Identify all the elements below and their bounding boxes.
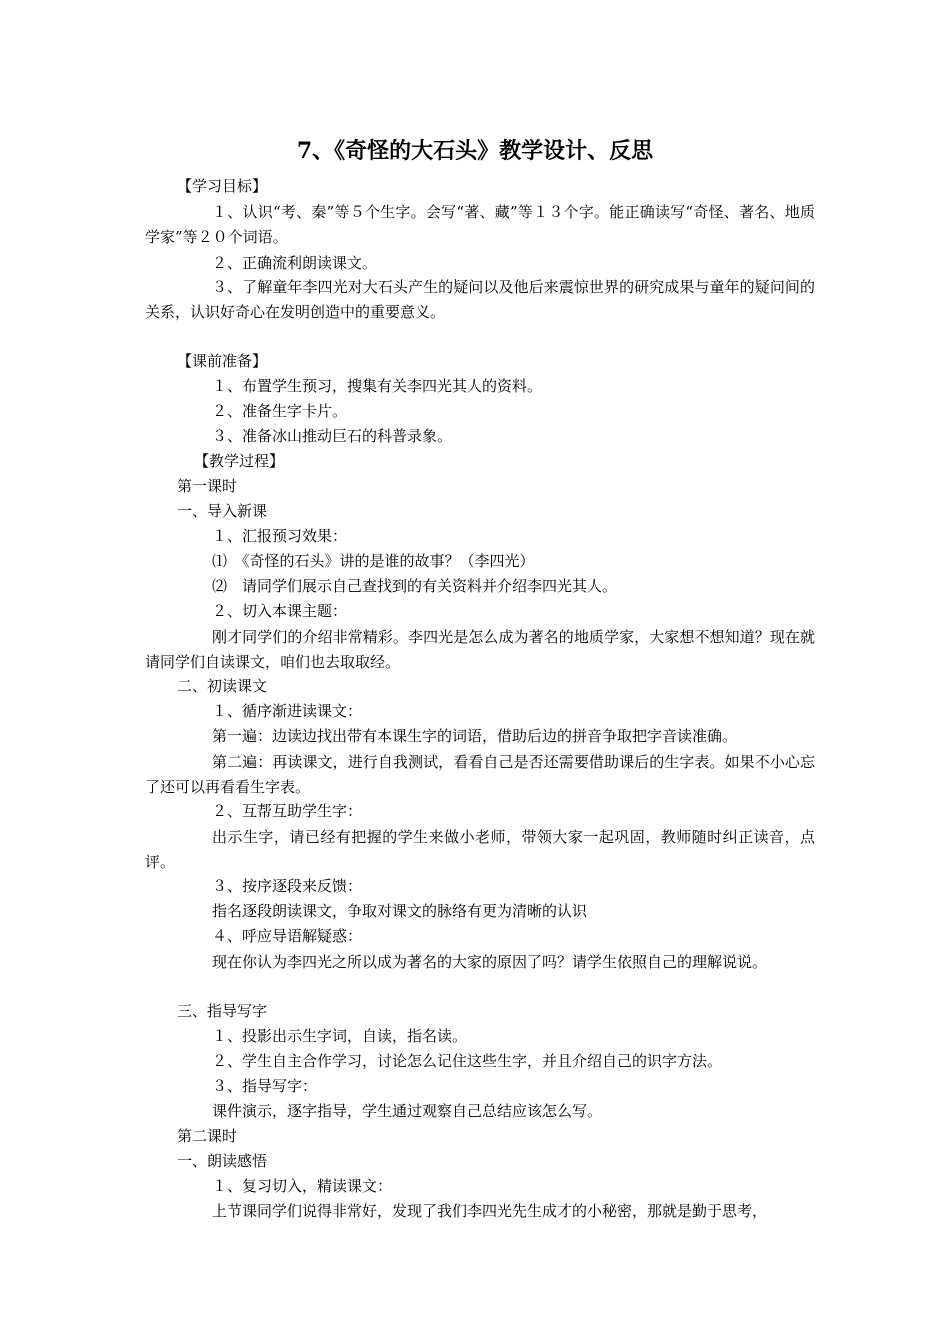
list-item: ３、指导写字： <box>212 1077 318 1095</box>
lesson-2-label: 第二课时 <box>177 1127 238 1145</box>
list-item: ２、互帮互助学生字： <box>212 802 363 820</box>
list-item: ２、学生自主合作学习，讨论怎么记住这些生字，并且介绍自己的识字方法。 <box>212 1052 723 1070</box>
list-item: ２、切入本课主题： <box>212 602 348 620</box>
list-item: １、汇报预习效果： <box>212 527 348 545</box>
part-2-heading: 二、初读课文 <box>177 677 268 695</box>
list-item: ⑴ 《奇怪的石头》讲的是谁的故事？（李四光） <box>212 552 535 570</box>
goal-1: １、认识“考、秦”等５个生字。会写“著、藏”等１３个字。能正确读写“奇怪、著名、地质学家”等２０个词语。 <box>145 203 815 246</box>
prep-3: ３、准备冰山推动巨石的科普录象。 <box>212 427 453 445</box>
list-item: 指名逐段朗读课文，争取对课文的脉络有更为清晰的认识 <box>212 902 588 920</box>
process-heading: 【教学过程】 <box>194 452 285 470</box>
paragraph: 现在你认为李四光之所以成为著名的大家的原因了吗？请学生依照自己的理解说说。 <box>212 953 768 971</box>
paragraph: 刚才同学们的介绍非常精彩。李四光是怎么成为著名的地质学家，大家想不想知道？现在就请同学们自读课文，咱们也去取取经。 <box>145 628 815 671</box>
paragraph: 第二遍：再读课文，进行自我测试，看看自己是否还需要借助课后的生字表。如果不小心忘了还可以再看看生字表。 <box>145 753 815 796</box>
list-item: １、循序渐进读课文： <box>212 702 363 720</box>
list-item: 课件演示，逐字指导，学生通过观察自己总结应该怎么写。 <box>212 1102 603 1120</box>
prep-heading: 【课前准备】 <box>177 352 268 370</box>
list-item: １、复习切入，精读课文： <box>212 1177 393 1195</box>
list-item: ４、呼应导语解疑惑： <box>212 927 363 945</box>
part-4-heading: 一、朗读感悟 <box>177 1152 268 1170</box>
lesson-1-label: 第一课时 <box>177 477 238 495</box>
prep-1: １、布置学生预习，搜集有关李四光其人的资料。 <box>212 377 543 395</box>
page-title: 7、《奇怪的大石头》教学设计、反思 <box>296 138 654 164</box>
list-item: １、投影出示生字词，自读，指名读。 <box>212 1027 468 1045</box>
goal-3: ３、了解童年李四光对大石头产生的疑问以及他后来震惊世界的研究成果与童年的疑问间的关系，认识好奇心在发明创造中的重要意义。 <box>145 278 815 321</box>
part-3-heading: 三、指导写字 <box>177 1002 268 1020</box>
list-item: ３、按序逐段来反馈： <box>212 877 363 895</box>
part-1-heading: 一、导入新课 <box>177 502 268 520</box>
goals-heading: 【学习目标】 <box>177 177 268 195</box>
list-item: 第一遍：边读边找出带有本课生字的词语，借助后边的拼音争取把字音读准确。 <box>212 727 738 745</box>
prep-2: ２、准备生字卡片。 <box>212 402 348 420</box>
goal-2: ２、正确流利朗读课文。 <box>212 254 378 272</box>
list-item: ⑵ 请同学们展示自己查找到的有关资料并介绍李四光其人。 <box>212 577 618 595</box>
list-item: 上节课同学们说得非常好，发现了我们李四光先生成才的小秘密，那就是勤于思考， <box>212 1202 768 1220</box>
paragraph: 出示生字，请已经有把握的学生来做小老师，带领大家一起巩固，教师随时纠正读音，点评。 <box>145 828 815 871</box>
